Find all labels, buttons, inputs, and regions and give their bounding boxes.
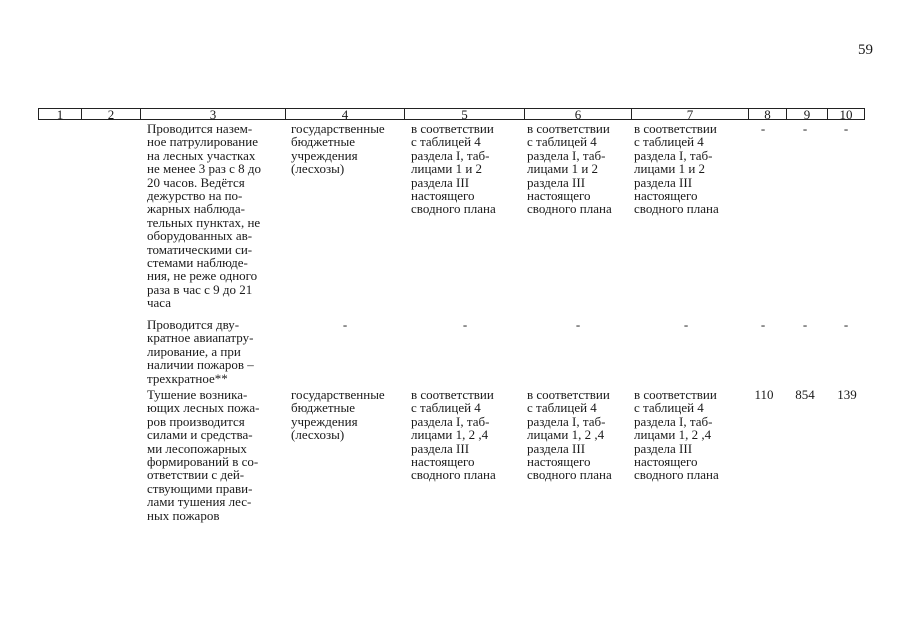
row2-col9-value: - (802, 317, 808, 332)
header-cell-10: 10 (839, 107, 853, 122)
row3-col7-text: в соответствии с таблицей 4 раздела I, таб- лицами 1, 2 ,4 раздела III настоящего сводного плана (634, 387, 719, 483)
row2-col5-value: - (462, 317, 468, 332)
header-cell-9: 9 (787, 109, 828, 119)
row2-col3-text: Проводится дву- кратное авиапатру- лирование, а при наличии пожаров – трехкратное** (147, 317, 254, 386)
header-cell-2: 2 (82, 109, 141, 119)
row3-col3-text: Тушение возника- ющих лесных пожа- ров производится силами и средства- ми лесопожарных формирований в со- ответствии с дей- ствующими прави- лами тушения лес- ных пожаров (147, 387, 260, 523)
row2-col8-value: - (760, 317, 766, 332)
row2-col10-value: - (843, 317, 849, 332)
row3-col6-text: в соответствии с таблицей 4 раздела I, таб- лицами 1, 2 ,4 раздела III настоящего сводного плана (527, 387, 612, 483)
header-cell-4: 4 (286, 109, 405, 119)
row1-col10-value: - (843, 121, 849, 136)
row3-col4-text: государственные бюджетные учреждения (лесхозы) (291, 387, 385, 443)
header-cell-1: 1 (39, 109, 82, 119)
row2-col7-value: - (683, 317, 689, 332)
row1-col7-text: в соответствии с таблицей 4 раздела I, таб- лицами 1 и 2 раздела III настоящего сводного плана (634, 121, 719, 217)
row3-col9-value: 854 (795, 387, 815, 402)
row1-col4-text: государственные бюджетные учреждения (лесхозы) (291, 121, 385, 177)
row2-col6-value: - (575, 317, 581, 332)
row1-col6-text: в соответствии с таблицей 4 раздела I, таб- лицами 1 и 2 раздела III настоящего сводного плана (527, 121, 612, 217)
header-cell-6: 6 (525, 109, 632, 119)
row3-col8-value: 110 (754, 387, 774, 402)
row1-col3-text: Проводится назем- ное патрулирование на лесных участках не менее 3 раз с 8 до 20 часов. Ведётся дежурство на по- жарных наблюда- тельных пунктах, не оборудованных ав- томатическими си- стемами наблюде- ния, не реже одного раза в час с 9 до 21 часа (147, 121, 262, 311)
row3-col5-text: в соответствии с таблицей 4 раздела I, таб- лицами 1, 2 ,4 раздела III настоящего сводного плана (411, 387, 496, 483)
header-cell-7: 7 (632, 109, 749, 119)
header-cell-3: 3 (141, 109, 286, 119)
page-number: 59 (858, 42, 873, 58)
row1-col5-text: в соответствии с таблицей 4 раздела I, таб- лицами 1 и 2 раздела III настоящего сводного плана (411, 121, 496, 217)
row2-col4-value: - (342, 317, 348, 332)
header-cell-8: 8 (749, 109, 787, 119)
row3-col10-value: 139 (837, 387, 857, 402)
row1-col9-value: - (802, 121, 808, 136)
table-header-row (38, 108, 865, 120)
header-cell-5: 5 (405, 109, 525, 119)
row1-col8-value: - (760, 121, 766, 136)
